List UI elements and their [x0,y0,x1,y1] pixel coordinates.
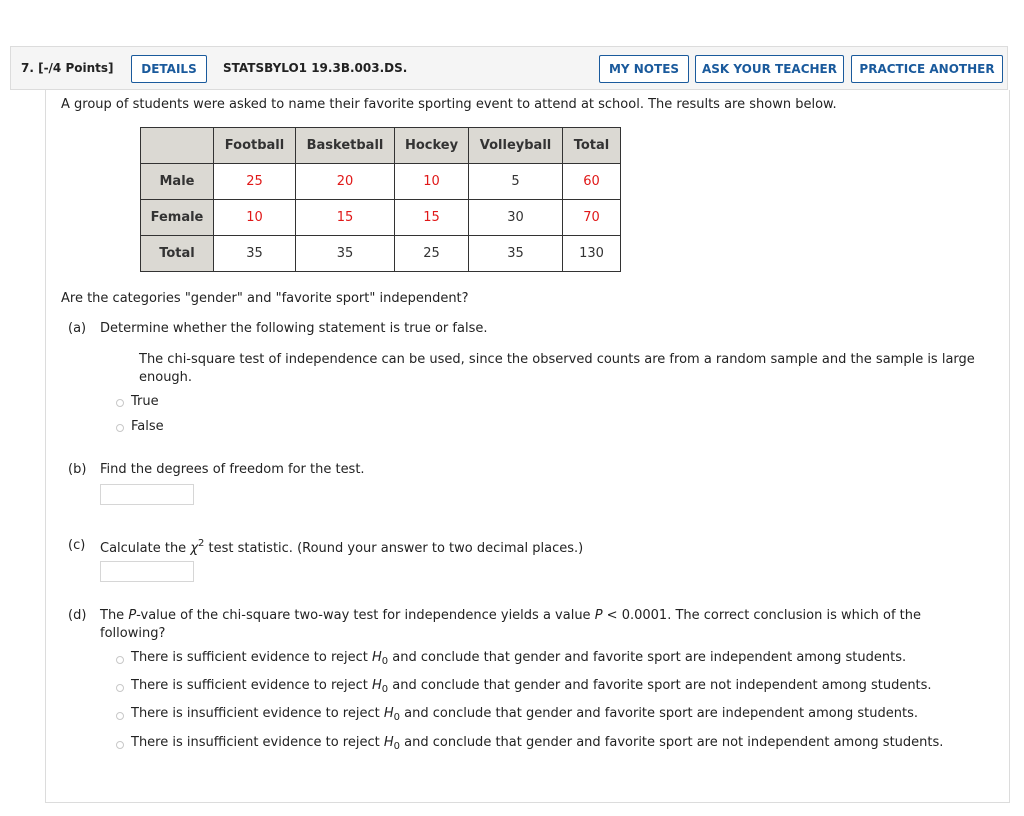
part-c-prompt [100,538,583,556]
part-d-prompt [100,608,921,623]
part-d-prompt-b: -value of the chi-square two-way test for independence yields a value [136,608,595,623]
option-text: There is insufficient evidence to reject [131,735,384,750]
conclusion-radio-2[interactable] [116,684,124,692]
table-cell: 35 [296,236,395,272]
conclusion-option-1[interactable] [131,650,906,667]
p-symbol: P [594,608,603,623]
part-d-prompt-cont: following? [100,626,166,641]
table-cell: 20 [296,164,395,200]
details-button[interactable]: DETAILS [131,55,207,83]
h-subscript: 0 [393,741,400,752]
question-header [10,46,1008,90]
part-c-prompt-start: Calculate the [100,541,191,556]
h-symbol: H [383,706,394,721]
table-cell: 15 [395,200,469,236]
part-a-label: (a) [68,321,87,336]
h-subscript: 0 [381,684,389,695]
conclusion-radio-4[interactable] [116,741,124,749]
my-notes-button[interactable]: MY NOTES [599,55,689,83]
part-d-prompt-c: < 0.0001. The correct conclusion is which of the [602,608,921,623]
conclusion-option-4[interactable] [131,735,943,752]
option-text: There is sufficient evidence to reject [131,650,372,665]
table-header-row [141,128,621,164]
part-d-prompt-a: The [100,608,129,623]
intro-text: A group of students were asked to name their favorite sporting event to attend at school. The results are shown below. [61,97,837,112]
row-header: Total [141,236,214,272]
column-header: Football [214,128,296,164]
true-option-label[interactable]: True [131,394,159,409]
assignment-code: STATSBYLO1 19.3B.003.DS. [223,61,408,75]
table-cell: 25 [395,236,469,272]
ask-teacher-button[interactable]: ASK YOUR TEACHER [695,55,844,83]
false-option-label[interactable]: False [131,419,164,434]
part-c-prompt-end: test statistic. (Round your answer to two decimal places.) [204,541,584,556]
conclusion-option-3[interactable] [131,706,918,723]
h-symbol: H [372,650,382,665]
table-row [141,200,621,236]
chi-square-statistic-input[interactable] [100,561,194,582]
table-cell: 70 [563,200,621,236]
table-row [141,164,621,200]
table-cell: 10 [214,200,296,236]
option-text: and conclude that gender and favorite sport are not independent among students. [400,735,944,750]
conclusion-option-2[interactable] [131,678,932,695]
part-a-prompt: Determine whether the following statement is true or false. [100,321,488,336]
independence-question: Are the categories "gender" and "favorite sport" independent? [61,291,469,306]
option-text: There is sufficient evidence to reject [131,678,372,693]
part-d-label: (d) [68,608,87,623]
row-header: Male [141,164,214,200]
chi-symbol: χ [190,541,199,556]
part-a-statement-cont: enough. [139,370,193,385]
practice-another-button[interactable]: PRACTICE ANOTHER [851,55,1003,83]
table-cell: 30 [469,200,563,236]
false-radio[interactable] [116,424,124,432]
option-text: and conclude that gender and favorite sport are independent among students. [388,650,907,665]
h-symbol: H [372,678,382,693]
table-cell: 5 [469,164,563,200]
part-a-statement: The chi-square test of independence can be used, since the observed counts are from a random sample and the sample is large [139,352,975,367]
option-text: and conclude that gender and favorite sport are independent among students. [400,706,918,721]
column-header: Total [563,128,621,164]
degrees-of-freedom-input[interactable] [100,484,194,505]
table-cell: 35 [469,236,563,272]
p-symbol: P [128,608,137,623]
column-header: Basketball [296,128,395,164]
table-corner-cell [141,128,214,164]
table-row [141,236,621,272]
table-cell: 130 [563,236,621,272]
option-text: There is insufficient evidence to reject [131,706,384,721]
table-cell: 35 [214,236,296,272]
column-header: Volleyball [469,128,563,164]
true-radio[interactable] [116,399,124,407]
h-symbol: H [383,735,394,750]
table-cell: 10 [395,164,469,200]
part-b-label: (b) [68,462,87,477]
table-cell: 25 [214,164,296,200]
results-table [140,127,621,272]
part-c-label: (c) [68,538,86,553]
h-subscript: 0 [381,656,389,667]
question-points: 7. [-/4 Points] [21,61,114,75]
conclusion-radio-1[interactable] [116,656,124,664]
table-cell: 60 [563,164,621,200]
h-subscript: 0 [393,712,400,723]
row-header: Female [141,200,214,236]
table-cell: 15 [296,200,395,236]
conclusion-radio-3[interactable] [116,712,124,720]
option-text: and conclude that gender and favorite sport are not independent among students. [388,678,932,693]
chi-exponent: 2 [198,538,205,549]
part-b-prompt: Find the degrees of freedom for the test. [100,462,365,477]
column-header: Hockey [395,128,469,164]
